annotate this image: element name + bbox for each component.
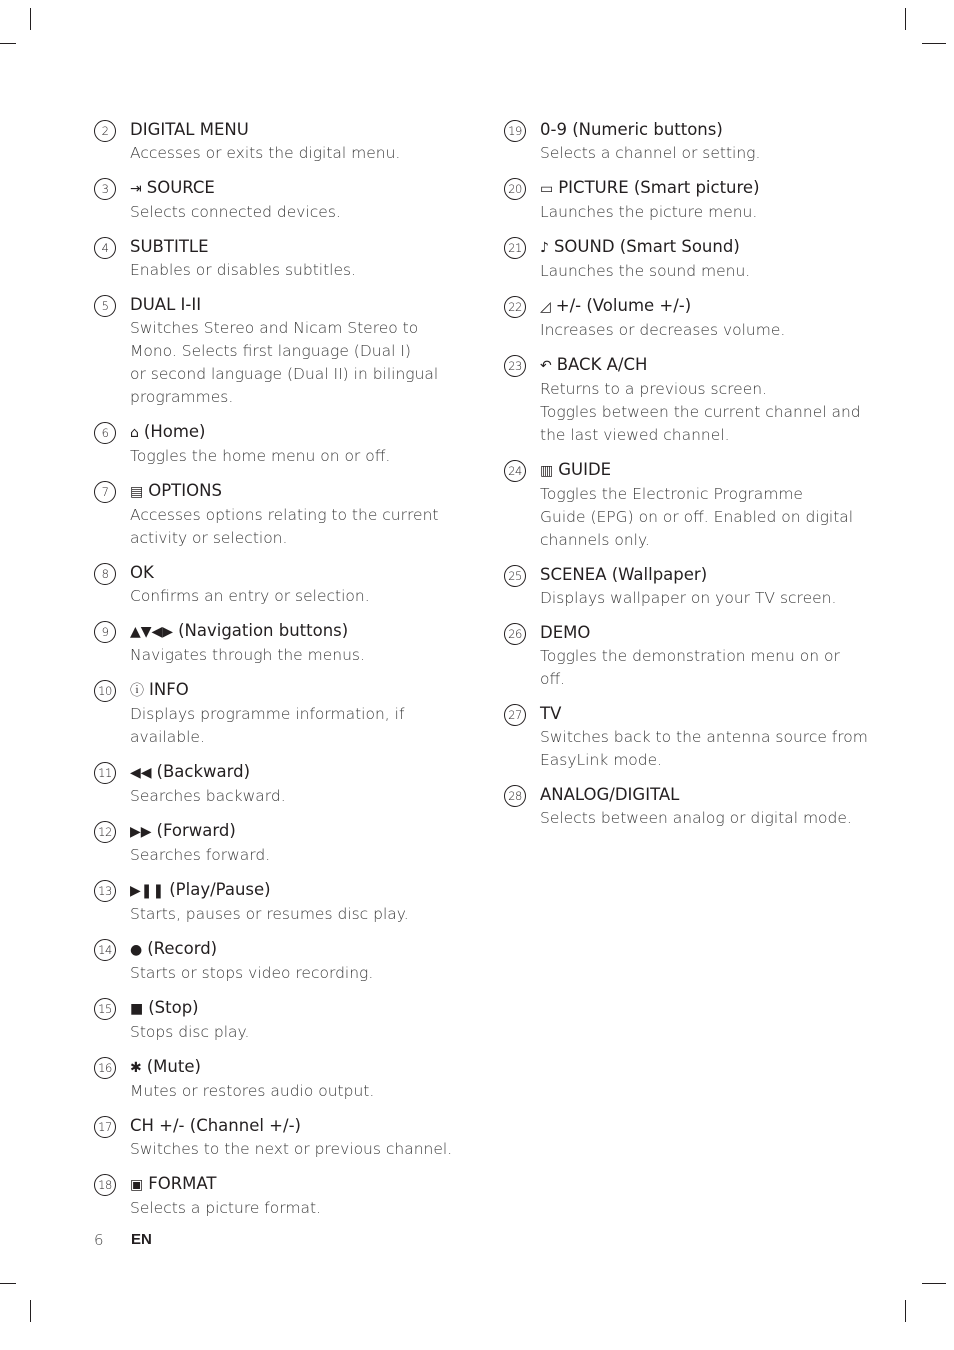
key-description: Returns to a previous screen. Toggles between the current channel and the last viewed channel. <box>540 380 861 444</box>
key-label: TV <box>540 704 562 723</box>
key-description: Searches forward. <box>130 846 271 864</box>
key-description: Confirms an entry or selection. <box>130 587 370 605</box>
record-icon: ● <box>130 942 143 958</box>
remote-key-entry <box>94 1172 464 1220</box>
remote-key-entry <box>504 458 884 552</box>
remote-key-entry <box>94 235 464 282</box>
key-description: Selects between analog or digital mode. <box>540 809 852 827</box>
key-label: SUBTITLE <box>130 237 209 256</box>
key-title <box>130 293 464 317</box>
item-number-badge: 24 <box>504 460 526 482</box>
item-number-badge: 27 <box>504 704 526 726</box>
remote-key-entry <box>504 702 884 772</box>
crop-mark <box>30 1300 31 1322</box>
key-description: Increases or decreases volume. <box>540 321 786 339</box>
remote-key-entry <box>504 118 884 165</box>
remote-key-entry <box>94 937 464 985</box>
key-label: BACK A/CH <box>556 355 648 374</box>
left-column <box>94 118 464 1231</box>
item-number-badge: 19 <box>504 120 526 142</box>
item-number-badge: 15 <box>94 998 116 1020</box>
key-description: Toggles the home menu on or off. <box>130 447 391 465</box>
picture-icon: ▭ <box>540 181 554 197</box>
key-label: (Play/Pause) <box>169 880 271 899</box>
key-description: Mutes or restores audio output. <box>130 1082 375 1100</box>
key-description: Enables or disables subtitles. <box>130 261 357 279</box>
key-title <box>130 235 464 259</box>
key-title <box>130 937 464 962</box>
back-icon: ↶ <box>540 358 552 374</box>
key-title <box>130 996 464 1021</box>
crop-mark <box>30 8 31 30</box>
remote-key-entry <box>94 118 464 165</box>
key-label: 0-9 (Numeric buttons) <box>540 120 723 139</box>
key-description: Accesses or exits the digital menu. <box>130 144 401 162</box>
key-title <box>540 294 884 319</box>
item-number-badge: 18 <box>94 1174 116 1196</box>
crop-mark <box>0 43 16 44</box>
key-label: (Mute) <box>146 1057 201 1076</box>
item-number-badge: 20 <box>504 178 526 200</box>
item-number-badge: 17 <box>94 1116 116 1138</box>
key-description: Stops disc play. <box>130 1023 250 1041</box>
key-title <box>130 420 464 445</box>
key-label: INFO <box>149 680 189 699</box>
remote-key-entry <box>94 819 464 867</box>
key-description: Searches backward. <box>130 787 286 805</box>
key-label: PICTURE (Smart picture) <box>558 178 760 197</box>
key-title <box>540 563 884 587</box>
key-label: (Stop) <box>148 998 199 1017</box>
key-title <box>130 561 464 585</box>
format-icon: ▣ <box>130 1177 144 1193</box>
info-icon: ⓘ <box>130 683 144 699</box>
item-number-badge: 7 <box>94 481 116 503</box>
play-pause-icon: ▶❚❚ <box>130 883 165 899</box>
key-title <box>540 458 884 483</box>
key-description: Navigates through the menus. <box>130 646 365 664</box>
item-number-badge: 23 <box>504 355 526 377</box>
key-label: GUIDE <box>558 460 612 479</box>
key-title <box>540 702 884 726</box>
item-number-badge: 9 <box>94 621 116 643</box>
remote-key-entry <box>504 235 884 283</box>
forward-icon: ▶▶ <box>130 824 152 840</box>
remote-key-entry <box>94 176 464 224</box>
key-title <box>130 1114 464 1138</box>
remote-key-entry <box>94 760 464 808</box>
key-label: DEMO <box>540 623 591 642</box>
remote-key-entry <box>94 293 464 409</box>
key-title <box>540 235 884 260</box>
key-title <box>130 176 464 201</box>
item-number-badge: 11 <box>94 762 116 784</box>
key-label: SCENEA (Wallpaper) <box>540 565 708 584</box>
item-number-badge: 21 <box>504 237 526 259</box>
item-number-badge: 14 <box>94 939 116 961</box>
remote-key-entry <box>94 619 464 667</box>
key-title <box>130 760 464 785</box>
remote-key-entry <box>504 621 884 691</box>
item-number-badge: 10 <box>94 680 116 702</box>
key-label: +/- (Volume +/-) <box>555 296 692 315</box>
key-description: Selects a picture format. <box>130 1199 321 1217</box>
item-number-badge: 16 <box>94 1057 116 1079</box>
key-label: (Navigation buttons) <box>178 621 349 640</box>
key-description: Accesses options relating to the current activity or selection. <box>130 506 439 547</box>
item-number-badge: 28 <box>504 785 526 807</box>
key-description: Selects a channel or setting. <box>540 144 761 162</box>
key-title <box>130 1055 464 1080</box>
options-icon: ▤ <box>130 484 144 500</box>
key-title <box>130 678 464 703</box>
remote-key-entry <box>504 563 884 610</box>
key-label: (Backward) <box>156 762 251 781</box>
item-number-badge: 8 <box>94 563 116 585</box>
key-description: Selects connected devices. <box>130 203 341 221</box>
remote-key-entry <box>94 678 464 749</box>
guide-icon: ▥ <box>540 463 554 479</box>
key-title <box>130 1172 464 1197</box>
remote-key-entry <box>94 996 464 1044</box>
key-title <box>130 819 464 844</box>
remote-key-entry <box>504 176 884 224</box>
key-description: Displays programme information, if available. <box>130 705 405 746</box>
item-number-badge: 25 <box>504 565 526 587</box>
item-number-badge: 6 <box>94 422 116 444</box>
key-label: SOUND (Smart Sound) <box>553 237 740 256</box>
language-label: EN <box>131 1231 152 1248</box>
key-title <box>540 118 884 142</box>
remote-key-entry <box>94 561 464 608</box>
key-description: Starts or stops video recording. <box>130 964 374 982</box>
key-label: FORMAT <box>148 1174 217 1193</box>
crop-mark <box>922 1283 946 1284</box>
key-title <box>540 783 884 807</box>
item-number-badge: 3 <box>94 178 116 200</box>
key-label: SOURCE <box>146 178 215 197</box>
sound-icon: ♪ <box>540 240 549 256</box>
right-column <box>504 118 884 841</box>
key-title <box>130 479 464 504</box>
item-number-badge: 22 <box>504 296 526 318</box>
key-description: Starts, pauses or resumes disc play. <box>130 905 409 923</box>
key-title <box>540 621 884 645</box>
key-label: DUAL I-II <box>130 295 202 314</box>
key-label: CH +/- (Channel +/-) <box>130 1116 301 1135</box>
remote-key-entry <box>94 1114 464 1161</box>
key-description: Launches the picture menu. <box>540 203 758 221</box>
key-label: OK <box>130 563 154 582</box>
crop-mark <box>0 1283 16 1284</box>
key-label: (Record) <box>147 939 218 958</box>
remote-key-entry <box>504 294 884 342</box>
crop-mark <box>905 8 906 30</box>
navigation-arrows-icon: ▲▼◀▶ <box>130 624 174 640</box>
key-label: (Home) <box>143 422 206 441</box>
item-number-badge: 4 <box>94 237 116 259</box>
key-label: (Forward) <box>156 821 236 840</box>
remote-key-entry <box>504 353 884 447</box>
mute-icon: ✱ <box>130 1060 142 1076</box>
remote-key-entry <box>94 878 464 926</box>
home-icon: ⌂ <box>130 425 139 441</box>
item-number-badge: 12 <box>94 821 116 843</box>
key-description: Launches the sound menu. <box>540 262 751 280</box>
volume-icon: ◿ <box>540 299 551 315</box>
item-number-badge: 13 <box>94 880 116 902</box>
key-title <box>540 353 884 378</box>
key-label: DIGITAL MENU <box>130 120 249 139</box>
key-description: Switches back to the antenna source from EasyLink mode. <box>540 728 868 769</box>
item-number-badge: 2 <box>94 120 116 142</box>
key-title <box>130 619 464 644</box>
source-icon: ⇥ <box>130 181 142 197</box>
item-number-badge: 26 <box>504 623 526 645</box>
key-description: Toggles the Electronic Programme Guide (EPG) on or off. Enabled on digital channels only. <box>540 485 854 549</box>
page-number: 6 <box>94 1231 104 1249</box>
key-description: Displays wallpaper on your TV screen. <box>540 589 837 607</box>
key-label: OPTIONS <box>148 481 222 500</box>
key-description: Switches to the next or previous channel. <box>130 1140 453 1158</box>
key-title <box>540 176 884 201</box>
stop-icon: ■ <box>130 1001 144 1017</box>
key-title <box>130 878 464 903</box>
remote-key-entry <box>94 479 464 550</box>
key-label: ANALOG/DIGITAL <box>540 785 680 804</box>
remote-key-entry <box>504 783 884 830</box>
crop-mark <box>922 43 946 44</box>
item-number-badge: 5 <box>94 295 116 317</box>
backward-icon: ◀◀ <box>130 765 152 781</box>
crop-mark <box>905 1300 906 1322</box>
key-description: Toggles the demonstration menu on or off. <box>540 647 840 688</box>
key-title <box>130 118 464 142</box>
key-description: Switches Stereo and Nicam Stereo to Mono. Selects first language (Dual I) or second language (Dual II) in bilingual programmes. <box>130 319 439 406</box>
remote-key-entry <box>94 420 464 468</box>
remote-key-entry <box>94 1055 464 1103</box>
